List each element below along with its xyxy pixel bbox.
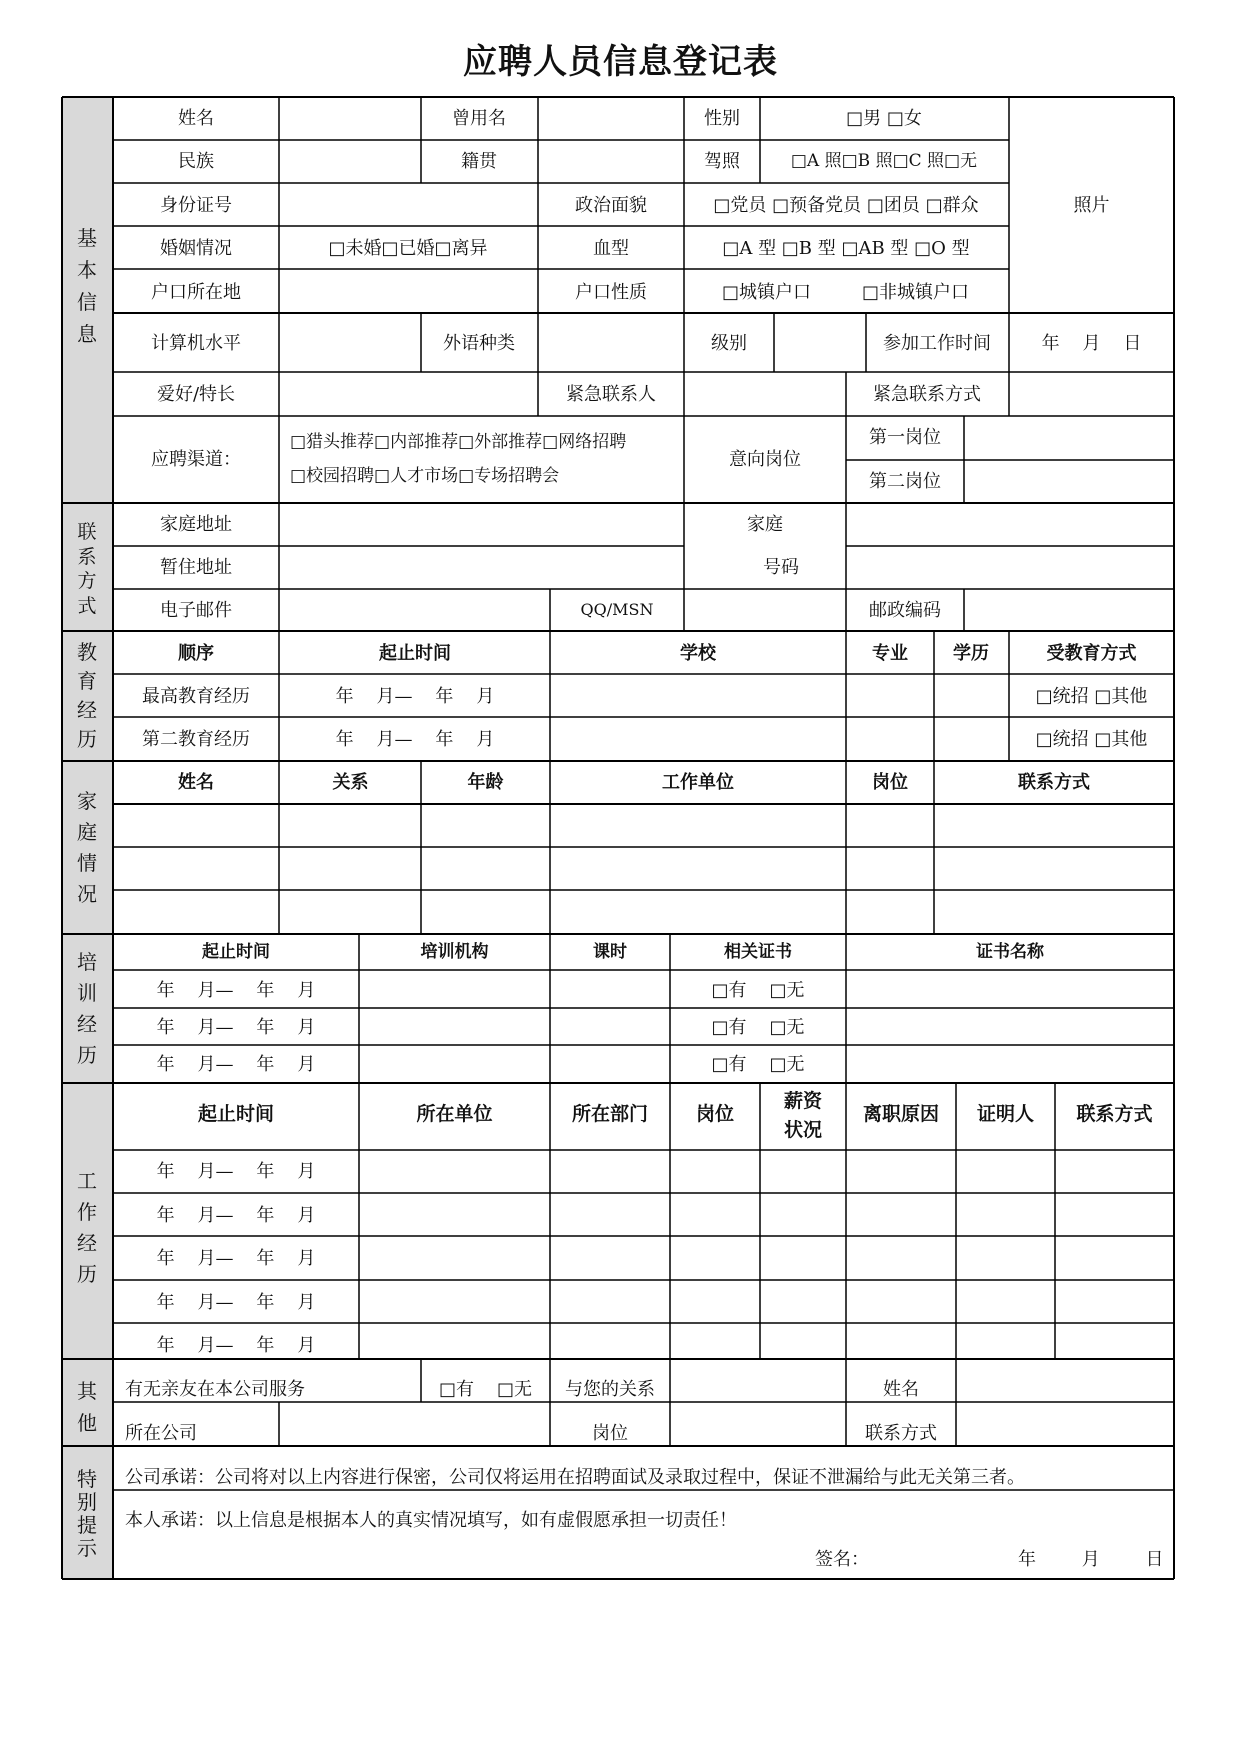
edu-row-period[interactable]: 年 月— 年 月: [335, 729, 495, 750]
label-id-number: 身份证号: [160, 195, 232, 216]
label-temp-address: 暂住地址: [160, 557, 232, 578]
label-license: 驾照: [704, 151, 740, 172]
label-post1: 第一岗位: [869, 427, 941, 448]
family-header-relation: 关系: [332, 772, 369, 793]
label-emergency-contact: 紧急联系人: [566, 384, 656, 405]
channel-options-line1[interactable]: □猎头推荐□内部推荐□外部推荐□网络招聘: [290, 432, 627, 452]
blood-checkboxes[interactable]: □A 型 □B 型 □AB 型 □O 型: [722, 238, 970, 259]
label-home-address: 家庭地址: [160, 514, 232, 535]
work-header-department: 所在部门: [571, 1103, 648, 1125]
edu-header-degree: 学历: [953, 643, 989, 664]
label-hukou-type: 户口性质: [575, 282, 647, 303]
edu-header-school: 学校: [680, 643, 716, 664]
photo-area[interactable]: 照片: [1073, 195, 1110, 216]
label-relatives: 有无亲友在本公司服务: [125, 1379, 305, 1400]
label-email: 电子邮件: [160, 600, 232, 621]
work-period[interactable]: 年 月— 年 月: [156, 1335, 316, 1356]
label-channel: 应聘渠道：: [151, 449, 241, 470]
label-relative-post: 岗位: [592, 1423, 628, 1444]
training-period[interactable]: 年 月— 年 月: [156, 1054, 316, 1075]
training-period[interactable]: 年 月— 年 月: [156, 980, 316, 1001]
label-postcode: 邮政编码: [869, 600, 941, 621]
channel-options-line2[interactable]: □校园招聘□人才市场□专场招聘会: [290, 466, 560, 486]
label-language: 外语种类: [443, 333, 515, 354]
edu-header-order: 顺序: [178, 643, 214, 664]
edu-header-major: 专业: [872, 643, 908, 664]
label-marital: 婚姻情况: [160, 238, 232, 259]
section-other: 其 他: [77, 1379, 97, 1435]
label-relative-contact: 联系方式: [865, 1423, 937, 1444]
section-notice: 特 别 提 示: [77, 1467, 97, 1560]
work-period[interactable]: 年 月— 年 月: [156, 1292, 316, 1313]
label-work-start: 参加工作时间: [883, 333, 991, 354]
section-family: 家 庭 情 况: [77, 789, 97, 906]
edu-row-label: 最高教育经历: [142, 686, 250, 707]
label-blood: 血型: [593, 238, 629, 259]
family-header-post: 岗位: [872, 772, 908, 793]
label-company: 所在公司: [125, 1423, 197, 1444]
gender-checkboxes[interactable]: □男 □女: [846, 108, 922, 129]
signature-field[interactable]: [870, 1545, 1010, 1575]
label-relative-name: 姓名: [883, 1379, 919, 1400]
edu-header-mode: 受教育方式: [1046, 643, 1137, 664]
label-political: 政治面貌: [575, 195, 647, 216]
label-qq: QQ/MSN: [580, 600, 654, 619]
training-cert-checkbox[interactable]: □有 □无: [711, 1054, 805, 1075]
family-header-employer: 工作单位: [662, 772, 734, 793]
section-education: 教 育 经 历: [77, 640, 97, 751]
label-hobby: 爱好/特长: [156, 384, 236, 405]
hukou-rural-checkbox[interactable]: □非城镇户口: [862, 282, 970, 303]
work-period[interactable]: 年 月— 年 月: [156, 1248, 316, 1269]
edu-row-mode[interactable]: □统招 □其他: [1035, 686, 1148, 707]
label-home-phone-a: 家庭: [747, 514, 783, 535]
edu-row-period[interactable]: 年 月— 年 月: [335, 686, 495, 707]
label-intended-post: 意向岗位: [729, 449, 801, 470]
label-native-place: 籍贯: [461, 151, 497, 172]
family-header-contact: 联系方式: [1018, 772, 1090, 793]
political-checkboxes[interactable]: □党员 □预备党员 □团员 □群众: [713, 195, 979, 216]
relatives-checkbox[interactable]: □有 □无: [439, 1379, 532, 1400]
training-header-period: 起止时间: [202, 942, 270, 962]
label-name: 姓名: [178, 108, 214, 129]
training-header-cert: 相关证书: [724, 942, 792, 962]
label-computer: 计算机水平: [151, 333, 241, 354]
training-header-hours: 课时: [593, 942, 627, 962]
company-promise: 公司承诺：公司将对以上内容进行保密，公司仅将运用在招聘面试及录取过程中，保证不泄漏给与此无关第三者。: [125, 1467, 1025, 1488]
work-header-referee: 证明人: [976, 1103, 1034, 1125]
signature-label: 签名：: [815, 1549, 869, 1570]
edu-header-period: 起止时间: [379, 643, 451, 664]
label-former-name: 曾用名: [452, 108, 506, 129]
training-cert-checkbox[interactable]: □有 □无: [711, 980, 805, 1001]
former-name-field[interactable]: [538, 98, 684, 138]
label-post2: 第二岗位: [869, 471, 941, 492]
marital-checkboxes[interactable]: □未婚□已婚□离异: [328, 238, 488, 259]
form-title: 应聘人员信息登记表: [463, 42, 778, 82]
training-cert-checkbox[interactable]: □有 □无: [711, 1017, 805, 1038]
work-header-employer: 所在单位: [416, 1103, 493, 1125]
label-emergency-phone: 紧急联系方式: [873, 384, 981, 405]
work-header-salary: 薪资 状况: [783, 1090, 822, 1141]
label-relation: 与您的关系: [565, 1379, 655, 1400]
work-period[interactable]: 年 月— 年 月: [156, 1205, 316, 1226]
signature-date[interactable]: 年 月 日: [1018, 1549, 1164, 1570]
training-header-cert-name: 证书名称: [976, 942, 1044, 962]
work-period[interactable]: 年 月— 年 月: [156, 1161, 316, 1182]
license-checkboxes[interactable]: □A 照□B 照□C 照□无: [790, 151, 978, 171]
work-header-post: 岗位: [695, 1103, 734, 1125]
section-contact: 联 系 方 式: [77, 521, 97, 618]
work-start-date[interactable]: 年 月 日: [1041, 333, 1142, 354]
label-level: 级别: [711, 333, 747, 354]
family-header-age: 年龄: [467, 772, 504, 793]
edu-row-label: 第二教育经历: [142, 729, 250, 750]
name-field[interactable]: [280, 98, 420, 138]
training-header-institution: 培训机构: [420, 942, 489, 962]
family-header-name: 姓名: [178, 772, 214, 793]
label-ethnicity: 民族: [178, 151, 214, 172]
personal-promise: 本人承诺：以上信息是根据本人的真实情况填写，如有虚假愿承担一切责任！: [125, 1510, 737, 1531]
work-header-leave-reason: 离职原因: [862, 1103, 939, 1125]
hukou-urban-checkbox[interactable]: □城镇户口: [722, 282, 812, 303]
section-work: 工 作 经 历: [77, 1169, 97, 1286]
label-gender: 性别: [704, 108, 740, 129]
section-training: 培 训 经 历: [77, 950, 97, 1067]
training-period[interactable]: 年 月— 年 月: [156, 1017, 316, 1038]
label-home-phone-b: 号码: [763, 557, 799, 578]
edu-row-mode[interactable]: □统招 □其他: [1035, 729, 1148, 750]
work-header-contact: 联系方式: [1076, 1103, 1153, 1125]
id-number-field[interactable]: [280, 183, 536, 223]
label-hukou-location: 户口所在地: [151, 282, 241, 303]
work-header-period: 起止时间: [197, 1103, 274, 1125]
section-basic-info: 基 本 信 息: [77, 226, 97, 346]
